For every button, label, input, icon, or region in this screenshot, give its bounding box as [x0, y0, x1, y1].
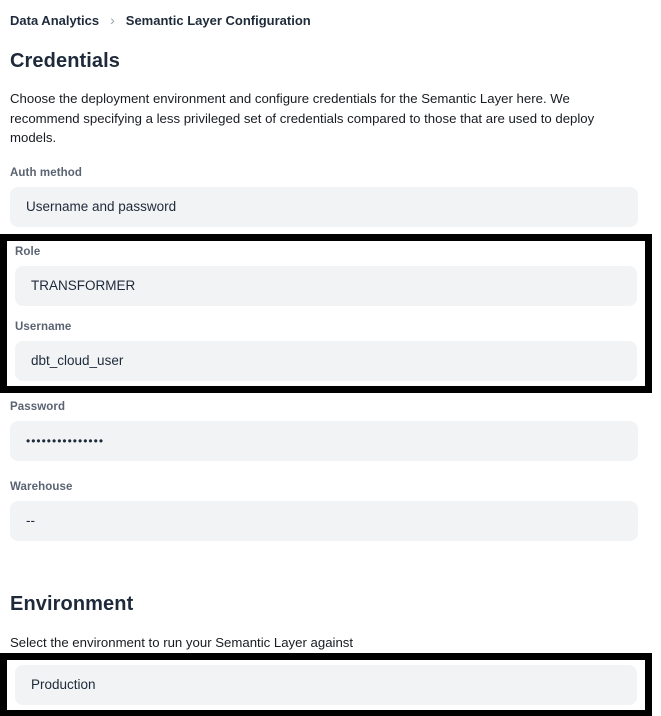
- warehouse-field[interactable]: [10, 501, 638, 541]
- field-group-role: [15, 246, 637, 306]
- breadcrumb-item-data-analytics[interactable]: Data Analytics: [10, 13, 100, 28]
- field-group-environment: [15, 665, 637, 705]
- field-group-username: [15, 321, 637, 381]
- auth-method-field[interactable]: [10, 187, 638, 227]
- breadcrumb: [10, 12, 661, 29]
- field-group-warehouse: [10, 481, 661, 541]
- environment-heading: Environment: [10, 592, 134, 615]
- role-value: TRANSFORMER: [31, 278, 136, 293]
- auth-method-value: Username and password: [26, 199, 177, 214]
- warehouse-value: --: [26, 513, 35, 528]
- highlight-box-environment: [0, 653, 652, 716]
- breadcrumb-item-semantic-layer-configuration: Semantic Layer Configuration: [125, 13, 311, 28]
- role-label: Role: [15, 245, 41, 258]
- environment-value: Production: [31, 677, 96, 692]
- environment-field[interactable]: [15, 665, 637, 705]
- auth-method-label: Auth method: [10, 166, 83, 179]
- password-value: •••••••••••••••: [26, 433, 105, 448]
- password-field[interactable]: [10, 421, 638, 461]
- environment-description: Select the environment to run your Semantic Layer against: [10, 634, 354, 650]
- chevron-right-icon: ›: [110, 11, 115, 28]
- password-label: Password: [10, 400, 66, 413]
- credentials-heading: Credentials: [10, 50, 121, 72]
- role-field[interactable]: [15, 266, 637, 306]
- credentials-description: Choose the deployment environment and configure credentials for the Semantic Layer here. We recommend specifying a less privileged set of credentials compared to those that are used to deploy models.: [10, 91, 595, 145]
- field-group-password: [10, 401, 661, 461]
- field-group-auth-method: [10, 167, 661, 227]
- highlight-box-role-username: [0, 234, 652, 393]
- username-value: dbt_cloud_user: [31, 353, 124, 368]
- warehouse-label: Warehouse: [10, 480, 73, 493]
- username-field[interactable]: [15, 341, 637, 381]
- username-label: Username: [15, 320, 72, 333]
